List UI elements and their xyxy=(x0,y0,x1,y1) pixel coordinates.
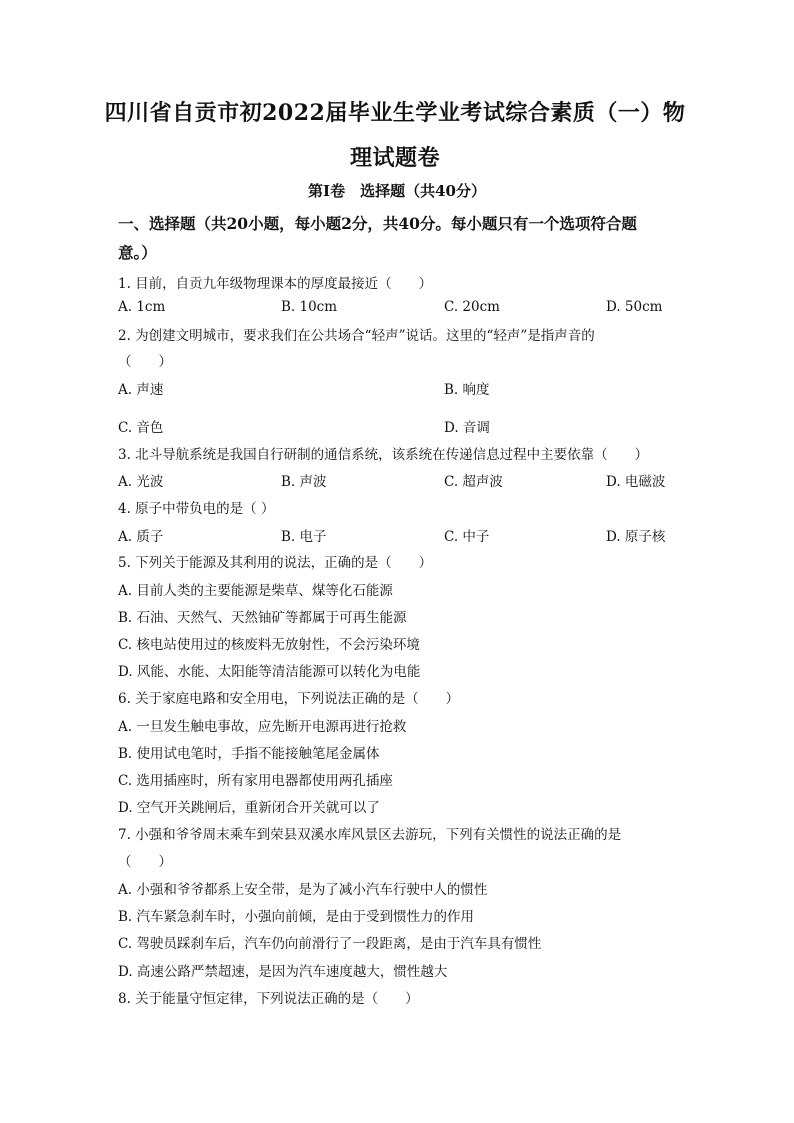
question-5-option-a: A. 目前人类的主要能源是柴草、煤等化石能源 xyxy=(118,583,393,599)
question-3-option-d: D. 电磁波 xyxy=(606,474,666,490)
exam-title-line-2: 理试题卷 xyxy=(349,145,440,171)
section-header: 第Ⅰ卷 选择题（共40分） xyxy=(308,182,486,200)
question-6-option-b: B. 使用试电笔时，手指不能接触笔尾金属体 xyxy=(118,746,380,762)
question-2-stem: 2. 为创建文明城市，要求我们在公共场合“轻声”说话。这里的“轻声”是指声音的 xyxy=(118,328,595,344)
question-3-option-a: A. 光波 xyxy=(118,474,164,490)
question-2-option-a: A. 声速 xyxy=(118,382,164,398)
question-5-option-c: C. 核电站使用过的核废料无放射性，不会污染环境 xyxy=(118,637,420,653)
question-3-option-c: C. 超声波 xyxy=(444,474,503,490)
question-7-option-d: D. 高速公路严禁超速，是因为汽车速度越大，惯性越大 xyxy=(118,964,448,980)
question-4-option-d: D. 原子核 xyxy=(606,529,666,545)
part-instructions-line-2: 意。） xyxy=(118,243,157,262)
question-6-option-d: D. 空气开关跳闸后，重新闭合开关就可以了 xyxy=(118,800,380,816)
question-6-stem: 6. 关于家庭电路和安全用电，下列说法正确的是（ ） xyxy=(118,691,460,707)
question-4-option-a: A. 质子 xyxy=(118,529,164,545)
exam-title-line-1: 四川省自贡市初2022届毕业生学业考试综合素质（一）物 xyxy=(104,100,686,126)
question-5-option-b: B. 石油、天然气、天然铀矿等都属于可再生能源 xyxy=(118,610,407,626)
question-3-option-b: B. 声波 xyxy=(281,474,327,490)
question-2-option-d: D. 音调 xyxy=(444,420,490,436)
question-1-option-d: D. 50cm xyxy=(606,299,663,315)
question-3-stem: 3. 北斗导航系统是我国自行研制的通信系统，该系统在传递信息过程中主要依靠（ ） xyxy=(118,447,649,463)
question-8-stem: 8. 关于能量守恒定律，下列说法正确的是（ ） xyxy=(118,991,419,1007)
question-1-option-a: A. 1cm xyxy=(118,299,166,315)
question-4-stem: 4. 原子中带负电的是（ ） xyxy=(118,501,275,517)
question-7-option-a: A. 小强和爷爷都系上安全带，是为了减小汽车行驶中人的惯性 xyxy=(118,882,488,898)
question-1-stem: 1. 目前，自贡九年级物理课本的厚度最接近（ ） xyxy=(118,276,433,292)
question-5-stem: 5. 下列关于能源及其利用的说法，正确的是（ ） xyxy=(118,555,433,571)
question-7-option-b: B. 汽车紧急刹车时，小强向前倾，是由于受到惯性力的作用 xyxy=(118,909,475,925)
question-2-stem-continued: （ ） xyxy=(118,354,172,370)
question-1-option-c: C. 20cm xyxy=(444,299,500,315)
question-2-option-b: B. 响度 xyxy=(444,382,490,398)
question-4-option-c: C. 中子 xyxy=(444,529,490,545)
question-1-option-b: B. 10cm xyxy=(281,299,338,315)
question-2-option-c: C. 音色 xyxy=(118,420,164,436)
question-7-stem-continued: （ ） xyxy=(118,854,172,870)
question-5-option-d: D. 风能、水能、太阳能等清洁能源可以转化为电能 xyxy=(118,664,421,680)
question-6-option-a: A. 一旦发生触电事故，应先断开电源再进行抢救 xyxy=(118,719,407,735)
question-6-option-c: C. 选用插座时，所有家用电器都使用两孔插座 xyxy=(118,773,393,789)
part-instructions-line-1: 一、选择题（共20小题，每小题2分，共40分。每小题只有一个选项符合题 xyxy=(118,214,637,233)
question-4-option-b: B. 电子 xyxy=(281,529,327,545)
question-7-stem: 7. 小强和爷爷周末乘车到荣县双溪水库风景区去游玩，下列有关惯性的说法正确的是 xyxy=(118,827,622,843)
question-7-option-c: C. 驾驶员踩刹车后，汽车仍向前滑行了一段距离，是由于汽车具有惯性 xyxy=(118,936,542,952)
